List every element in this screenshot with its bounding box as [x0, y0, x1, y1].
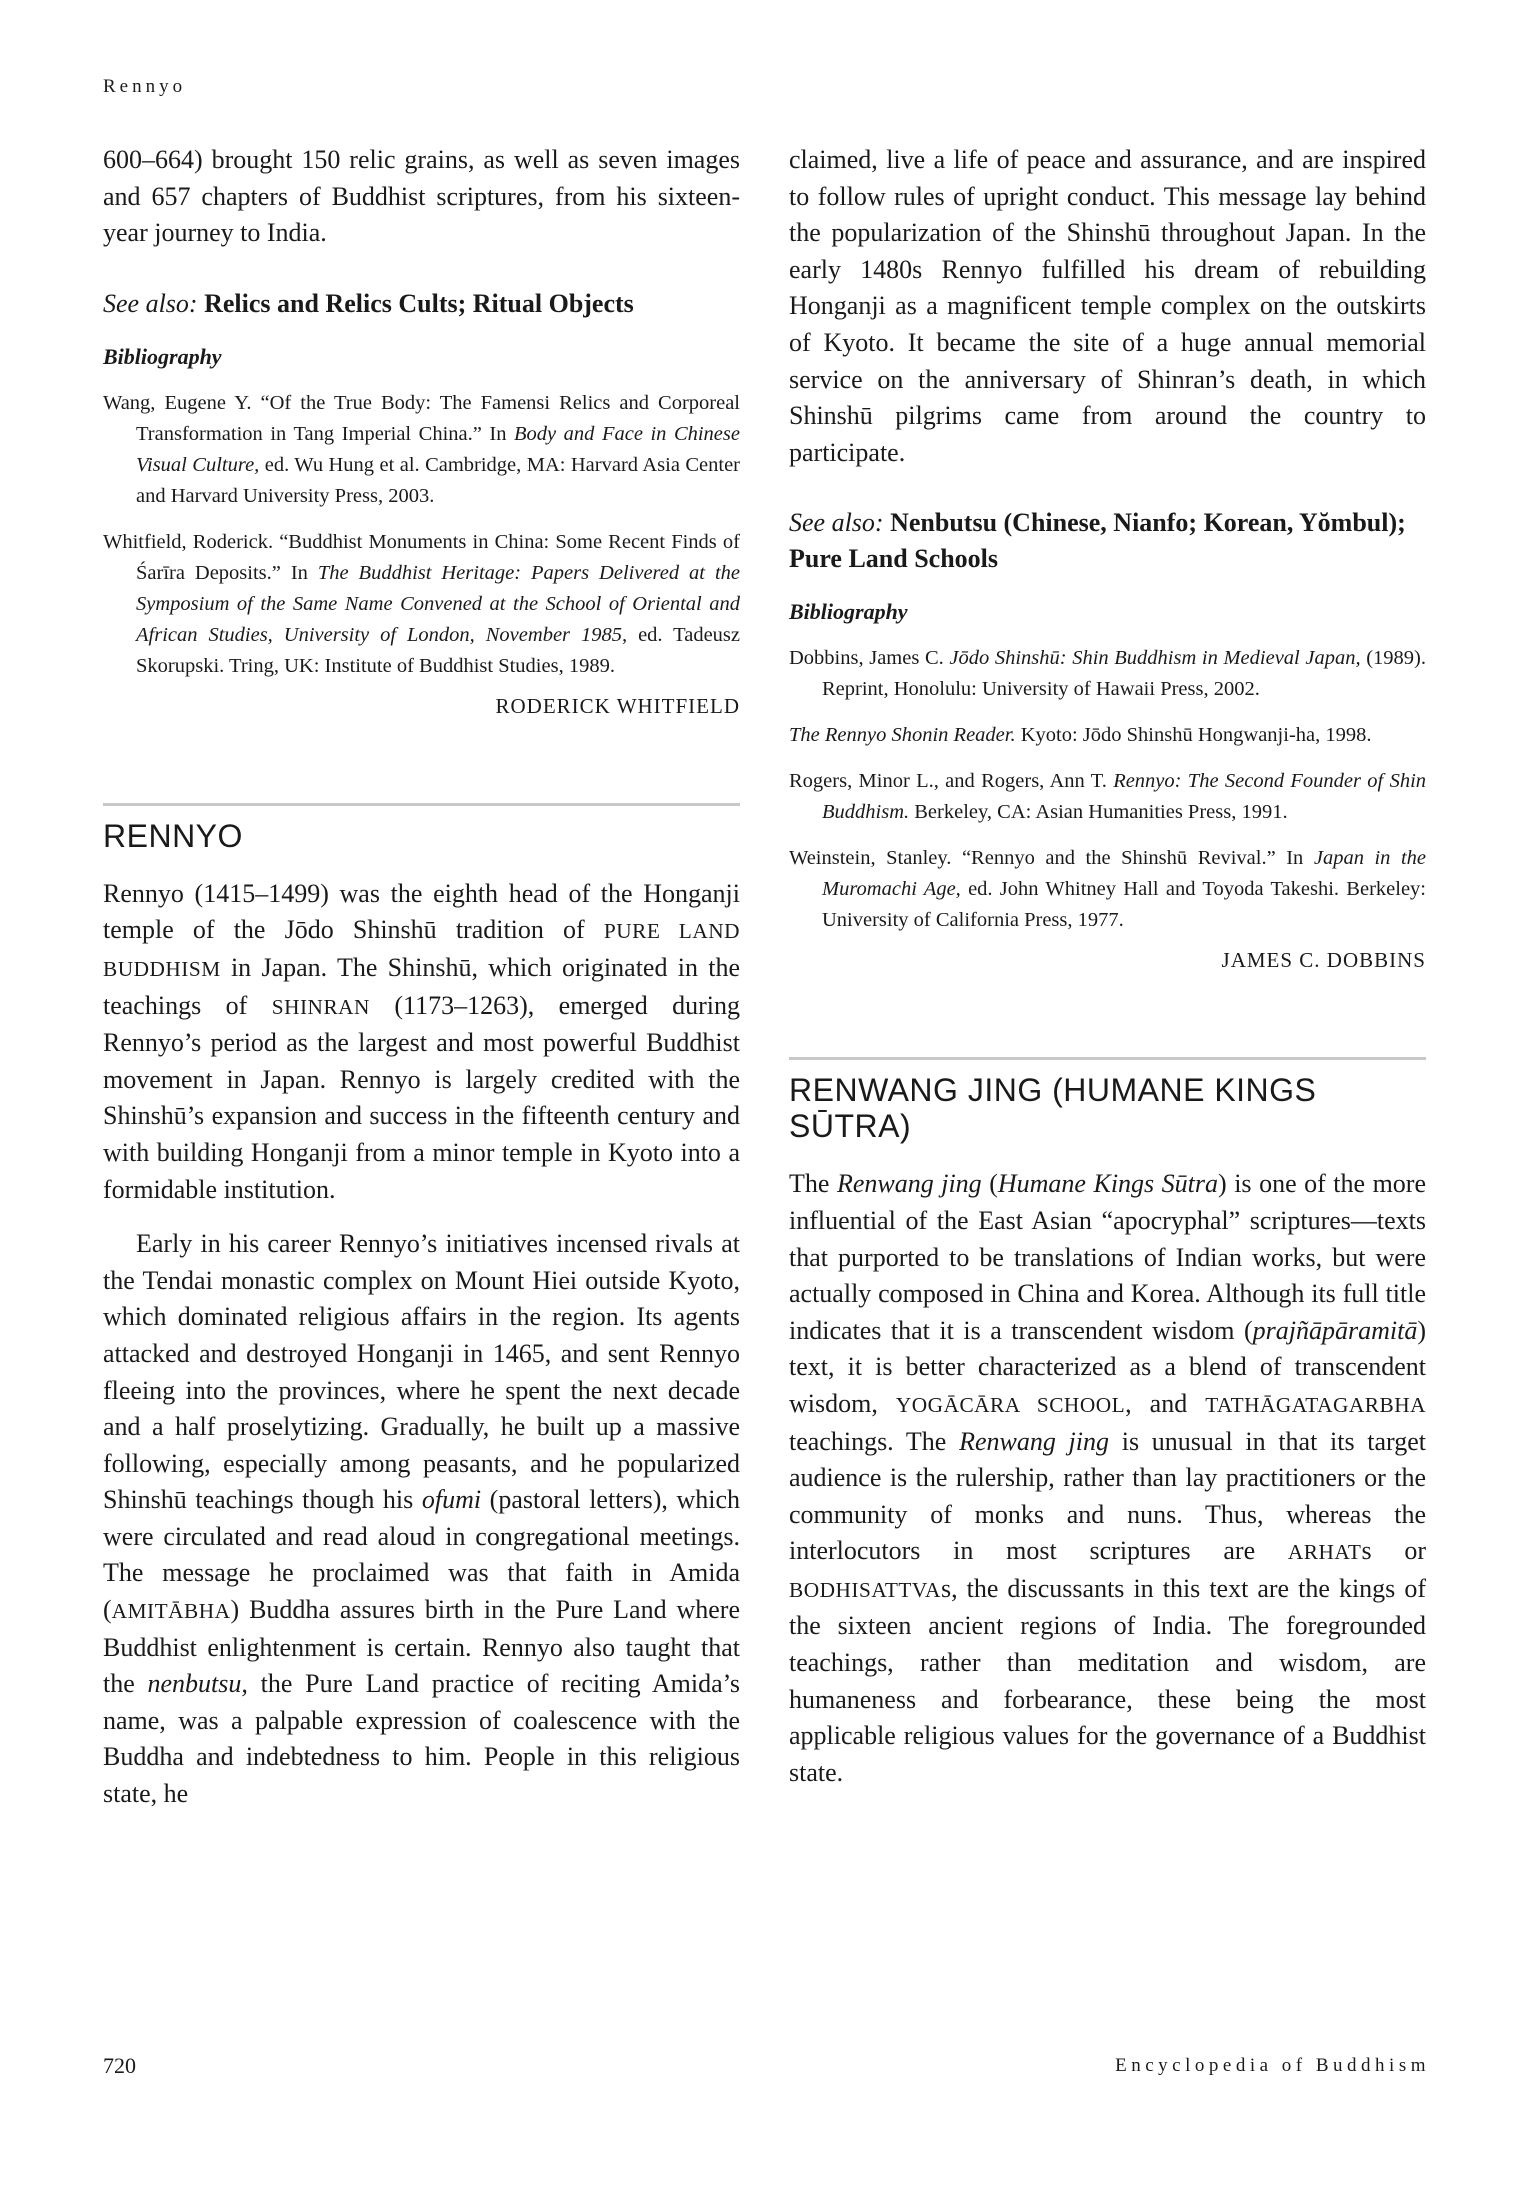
- bibliography-entry: Whitfield, Roderick. “Buddhist Monuments in China: Some Recent Finds of Śarīra Deposits.” In The Buddhist Heritage: Papers Delivered at the Symposium of the Same Name Convened at the School of Oriental and African Studies, University of London, November 1985, ed. Tadeusz Skorupski. Tring, UK: Institute of Buddhist Studies, 1989.: [103, 530, 741, 677]
- bibliography-entry: The Rennyo Shonin Reader. Kyoto: Jōdo Shinshū Hongwanji-ha, 1998.: [789, 724, 1372, 747]
- see-also: [103, 286, 740, 322]
- body-paragraph: Rennyo (1415–1499) was the eighth head of the Honganji temple of the Jōdo Shinshū tradition of PURE LAND BUDDHISM in Japan. The Shinshū, which originated in the teachings of SHINRAN (1173–1263), emerged during Rennyo’s period as the largest and most powerful Buddhist movement in Japan. Rennyo is largely credited with the Shinshū’s expansion and success in the fifteenth century and with building Honganji from a minor temple in Kyoto into a formidable institution.: [103, 878, 741, 1204]
- left-column: [103, 142, 740, 1813]
- cross-reference[interactable]: AMITĀBHA: [111, 1599, 231, 1624]
- bibliography-list: [789, 643, 1426, 936]
- running-head: Rennyo: [103, 76, 187, 97]
- body-paragraph: The Renwang jing (Humane Kings Sūtra) is one of the more influential of the East Asian “apocryphal” scriptures—texts that purported to be translations of Indian works, but were actually composed in China and Korea. Although its full title indicates that it is a transcendent wisdom (prajñāpāramitā) text, it is better characterized as a blend of transcendent wisdom, YOGĀCĀRA SCHOOL, and TATHĀGATAGARBHA teachings. The Renwang jing is unusual in that its target audience is the rulership, rather than lay practitioners or the community of monks and nuns. Thus, whereas the interlocutors in most scriptures are ARHATs or BODHISATTVAs, the discussants in this text are the kings of the sixteen ancient regions of India. The foregrounded teachings, rather than meditation and wisdom, are humaneness and forbearance, these being the most applicable religious values for the governance of a Buddhist state.: [789, 1169, 1427, 1787]
- article-author: RODERICK WHITFIELD: [495, 693, 740, 718]
- see-also: [789, 505, 1426, 577]
- continuation-paragraph: claimed, live a life of peace and assurance, and are inspired to follow rules of upright conduct. This message lay behind the popularization of the Shinshū throughout Japan. In the early 1480s Rennyo fulfilled his dream of rebuilding Honganji as a magnificent temple complex on the outskirts of Kyoto. It became the site of a huge annual memorial service on the anniversary of Shinran’s death, in which Shinshū pilgrims came from around the country to participate.: [789, 145, 1426, 467]
- entry-title: RENNYO: [103, 817, 243, 854]
- bibliography-entry: Dobbins, James C. Jōdo Shinshū: Shin Buddhism in Medieval Japan, (1989). Reprint, Honolulu: University of Hawaii Press, 2002.: [789, 647, 1427, 701]
- continuation-paragraph: 600–664) brought 150 relic grains, as well as seven images and 657 chapters of Buddhist scriptures, from his sixteen-year journey to India.: [103, 145, 740, 248]
- section-divider: [789, 1057, 1426, 1060]
- see-also-label: See also:: [103, 288, 198, 318]
- see-also-links[interactable]: Nenbutsu (Chinese, Nianfo; Korean, Yŏmbul); Pure Land Schools: [789, 508, 1406, 574]
- article-author: JAMES C. DOBBINS: [1221, 948, 1426, 973]
- cross-reference[interactable]: ARHAT: [1287, 1540, 1362, 1565]
- bibliography-entry: Weinstein, Stanley. “Rennyo and the Shinshū Revival.” In Japan in the Muromachi Age, ed. John Whitney Hall and Toyoda Takeshi. Berkeley: University of California Press, 1977.: [789, 847, 1427, 932]
- see-also-label: See also:: [789, 508, 884, 538]
- bibliography-list: [103, 388, 740, 682]
- right-column: [789, 142, 1426, 1791]
- entry-title: RENWANG JING (HUMANE KINGS SŪTRA): [789, 1072, 1317, 1145]
- cross-reference[interactable]: YOGĀCĀRA SCHOOL: [895, 1392, 1126, 1417]
- cross-reference[interactable]: BODHISATTVA: [789, 1577, 941, 1602]
- bibliography-heading: Bibliography: [103, 343, 222, 369]
- cross-reference[interactable]: SHINRAN: [271, 994, 370, 1019]
- bibliography-entry: Rogers, Minor L., and Rogers, Ann T. Rennyo: The Second Founder of Shin Buddhism. Berkeley, CA: Asian Humanities Press, 1991.: [789, 770, 1427, 824]
- cross-reference[interactable]: TATHĀGATAGARBHA: [1205, 1392, 1427, 1417]
- section-divider: [103, 803, 740, 806]
- bibliography-entry: Wang, Eugene Y. “Of the True Body: The Famensi Relics and Corporeal Transformation in Tang Imperial China.” In Body and Face in Chinese Visual Culture, ed. Wu Hung et al. Cambridge, MA: Harvard Asia Center and Harvard University Press, 2003.: [103, 391, 740, 507]
- cross-reference[interactable]: PURE LAND BUDDHISM: [103, 919, 741, 981]
- see-also-links[interactable]: Relics and Relics Cults; Ritual Objects: [204, 288, 634, 318]
- page-number: 720: [103, 2053, 136, 2078]
- body-paragraph: Early in his career Rennyo’s initiatives incensed rivals at the Tendai monastic complex on Mount Hiei outside Kyoto, which dominated religious affairs in the region. Its agents attacked and destroyed Honganji in 1465, and sent Rennyo fleeing into the provinces, where he spent the next decade and a half proselytizing. Gradually, he built up a massive following, especially among peasants, and he popularized Shinshū teachings though his ofumi (pastoral letters), which were circulated and read aloud in congregational meetings. The message he proclaimed was that faith in Amida (AMITĀBHA) Buddha assures birth in the Pure Land where Buddhist enlightenment is certain. Rennyo also taught that the nenbutsu, the Pure Land practice of reciting Amida’s name, was a palpable expression of coalescence with the Buddha and indebtedness to him. People in this religious state, he: [103, 1229, 741, 1809]
- publication-title: Encyclopedia of Buddhism: [1115, 2055, 1430, 2076]
- bibliography-heading: Bibliography: [789, 599, 908, 625]
